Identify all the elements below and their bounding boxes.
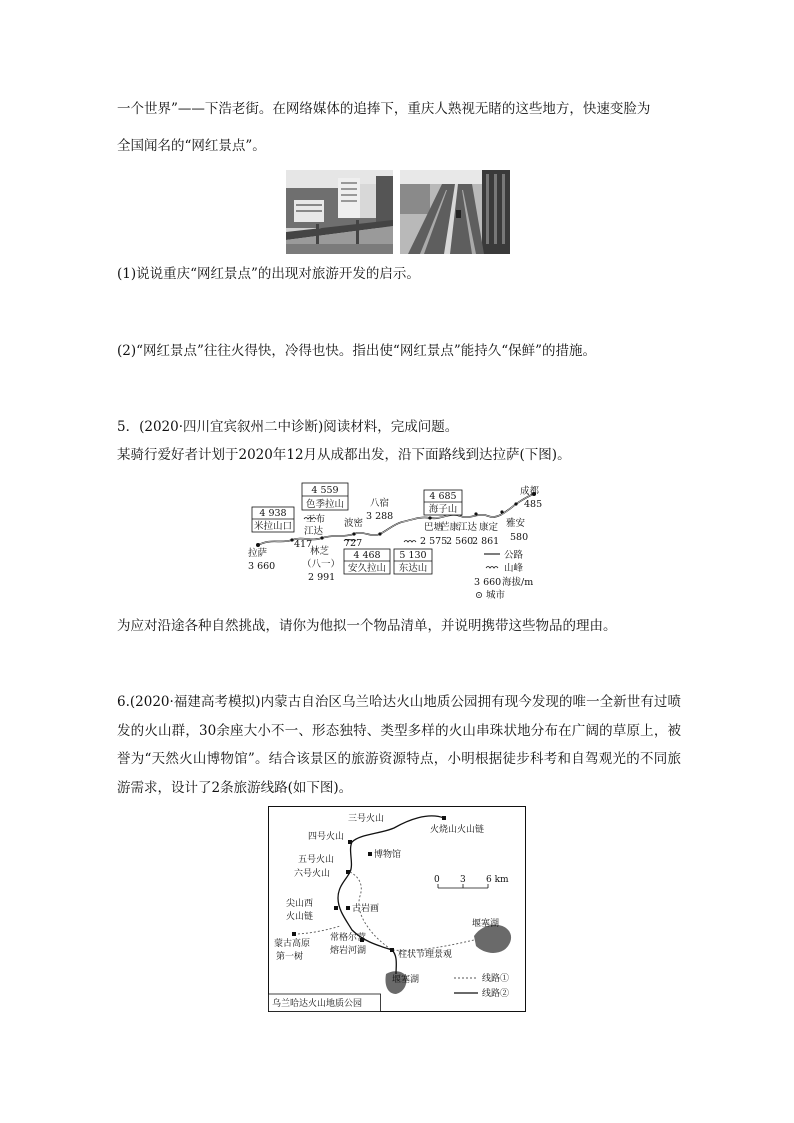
label-huoshao: 火烧山火山链 [430,825,485,835]
paragraph-line-2: 全国闻名的“网红景点”。 [117,138,266,154]
city-label-kangding: 康定 [479,522,499,533]
city-elev-linzhi: 2 991 [308,572,336,583]
city-label-gongbu: 工布 [306,514,326,525]
paragraph-line-1: 一个世界”——下浩老街。在网络媒体的追捧下，重庆人熟视无睹的这些地方，快速变脸为 [117,101,651,117]
svg-text:米拉山口: 米拉山口 [253,521,293,532]
legend-peak-icon [486,567,498,569]
city-label-gongbu-2: 江达 [304,526,324,537]
label-museum: 博物馆 [374,850,402,860]
svg-text:4 938: 4 938 [259,508,287,519]
city-elev-gongbu: 417 [294,539,313,550]
question-5-prompt: 为应对沿途各种自然挑战，请你为他拟一个物品清单，并说明携带这些物品的理由。 [117,618,617,634]
city-label-chengdu: 成都 [520,486,540,497]
question-5-text: 某骑行爱好者计划于2020年12月从成都出发，沿下面路线到达拉萨(下图)。 [117,447,571,463]
pass-box-haizishan [424,490,462,515]
park-map-title: 乌兰哈达火山地质公园 [272,999,363,1009]
city-label-batang: 巴塘 [424,522,444,533]
label-lake-2: 堰塞湖 [392,975,420,985]
city-elev-mangkang: 2 560 [446,536,474,547]
city-elev-batang: 2 575 [420,536,448,547]
question-6-text: 6.(2020·福建高考模拟)内蒙古自治区乌兰哈达火山地质公园拥有现今发现的唯一全新世有过喷发的火山群，30余座大小不一、形态独特、类型多样的火山串珠状地分布在广阔的草原上，被誉为“天然火山博物馆”。结合该景区的旅游资源特点，小明根据徒步科考和自驾观光的不同旅游需求，设计了2条旅游线路(如下图)。 [117,694,681,796]
label-v6: 六号火山 [294,869,331,879]
label-v4: 四号火山 [308,832,345,842]
label-menggu-1: 蒙古高原 [274,939,311,949]
city-elev-bomi: 727 [344,538,363,549]
svg-text:4 685: 4 685 [429,491,457,502]
pass-box-milashan [252,507,294,532]
svg-text:3: 3 [460,875,466,885]
city-elev-chengdu: 485 [524,499,543,510]
label-v5: 五号火山 [298,855,335,865]
pass-box-dongdashan [394,549,432,574]
svg-text:0: 0 [434,875,440,885]
city-label-bomi: 波密 [344,518,364,529]
city-label-yaan: 雅安 [506,518,526,529]
pass-box-sejilashan [302,483,348,510]
svg-text:5 130: 5 130 [399,550,427,561]
svg-text:6 km: 6 km [486,875,509,885]
city-label-linzhi-2: （八一） [302,559,341,570]
svg-text:线路①: 线路① [482,974,510,984]
svg-text:安久拉山: 安久拉山 [347,563,387,574]
map-legend [474,549,533,588]
svg-text:4 559: 4 559 [311,485,339,496]
question-2: (2)“网红景点”往往火得快，冷得也快。指出使“网红景点”能持久“保鲜”的措施。 [117,343,597,359]
city-label-jiangda: 江达 [458,522,478,533]
city-elev-yaan: 580 [510,532,529,543]
city-label-mangkang: 芒康 [440,522,460,533]
city-label-basu: 八宿 [370,498,390,509]
city-elev-kangding: 2 861 [472,536,500,547]
city-label-lhasa: 拉萨 [248,548,268,559]
svg-text:色季拉山: 色季拉山 [305,499,345,510]
pass-box-anjiulashan [344,549,390,574]
label-jianshan-2: 火山链 [286,912,314,922]
city-elev-lhasa: 3 660 [248,561,276,572]
city-elev-basu: 3 288 [366,511,394,522]
svg-text:山峰: 山峰 [504,563,524,574]
question-5-heading: 5．(2020·四川宜宾叙州二中诊断)阅读材料，完成问题。 [117,419,459,435]
park-map [268,806,526,1012]
city-icon: ⊙ [475,590,486,601]
label-menggu-2: 第一树 [276,952,304,962]
map-legend-city: ⊙ 城市 [475,590,505,601]
photo-monorail [286,170,393,254]
svg-text:线路②: 线路② [482,989,510,999]
label-lake-1: 堰塞湖 [472,919,500,929]
svg-text:海拔/m: 海拔/m [502,577,534,588]
svg-text:3 660: 3 660 [474,577,502,588]
label-changge-2: 熔岩河湖 [330,946,367,956]
svg-text:公路: 公路 [504,550,524,561]
svg-text:东达山: 东达山 [398,563,428,574]
svg-text:4 468: 4 468 [353,550,381,561]
svg-text:海子山: 海子山 [428,504,458,515]
route-map-chengdu-lhasa [244,482,564,594]
photo-road [400,170,510,254]
label-columnar: 柱状节理景观 [398,950,453,960]
label-rock-art: 古岩画 [352,904,380,914]
city-label-linzhi: 林芝 [310,546,330,557]
label-changge-1: 常格尔营 [330,933,367,943]
label-jianshan-1: 尖山西 [286,899,314,909]
label-v3: 三号火山 [348,814,385,824]
question-1: (1)说说重庆“网红景点”的出现对旅游开发的启示。 [117,266,420,282]
